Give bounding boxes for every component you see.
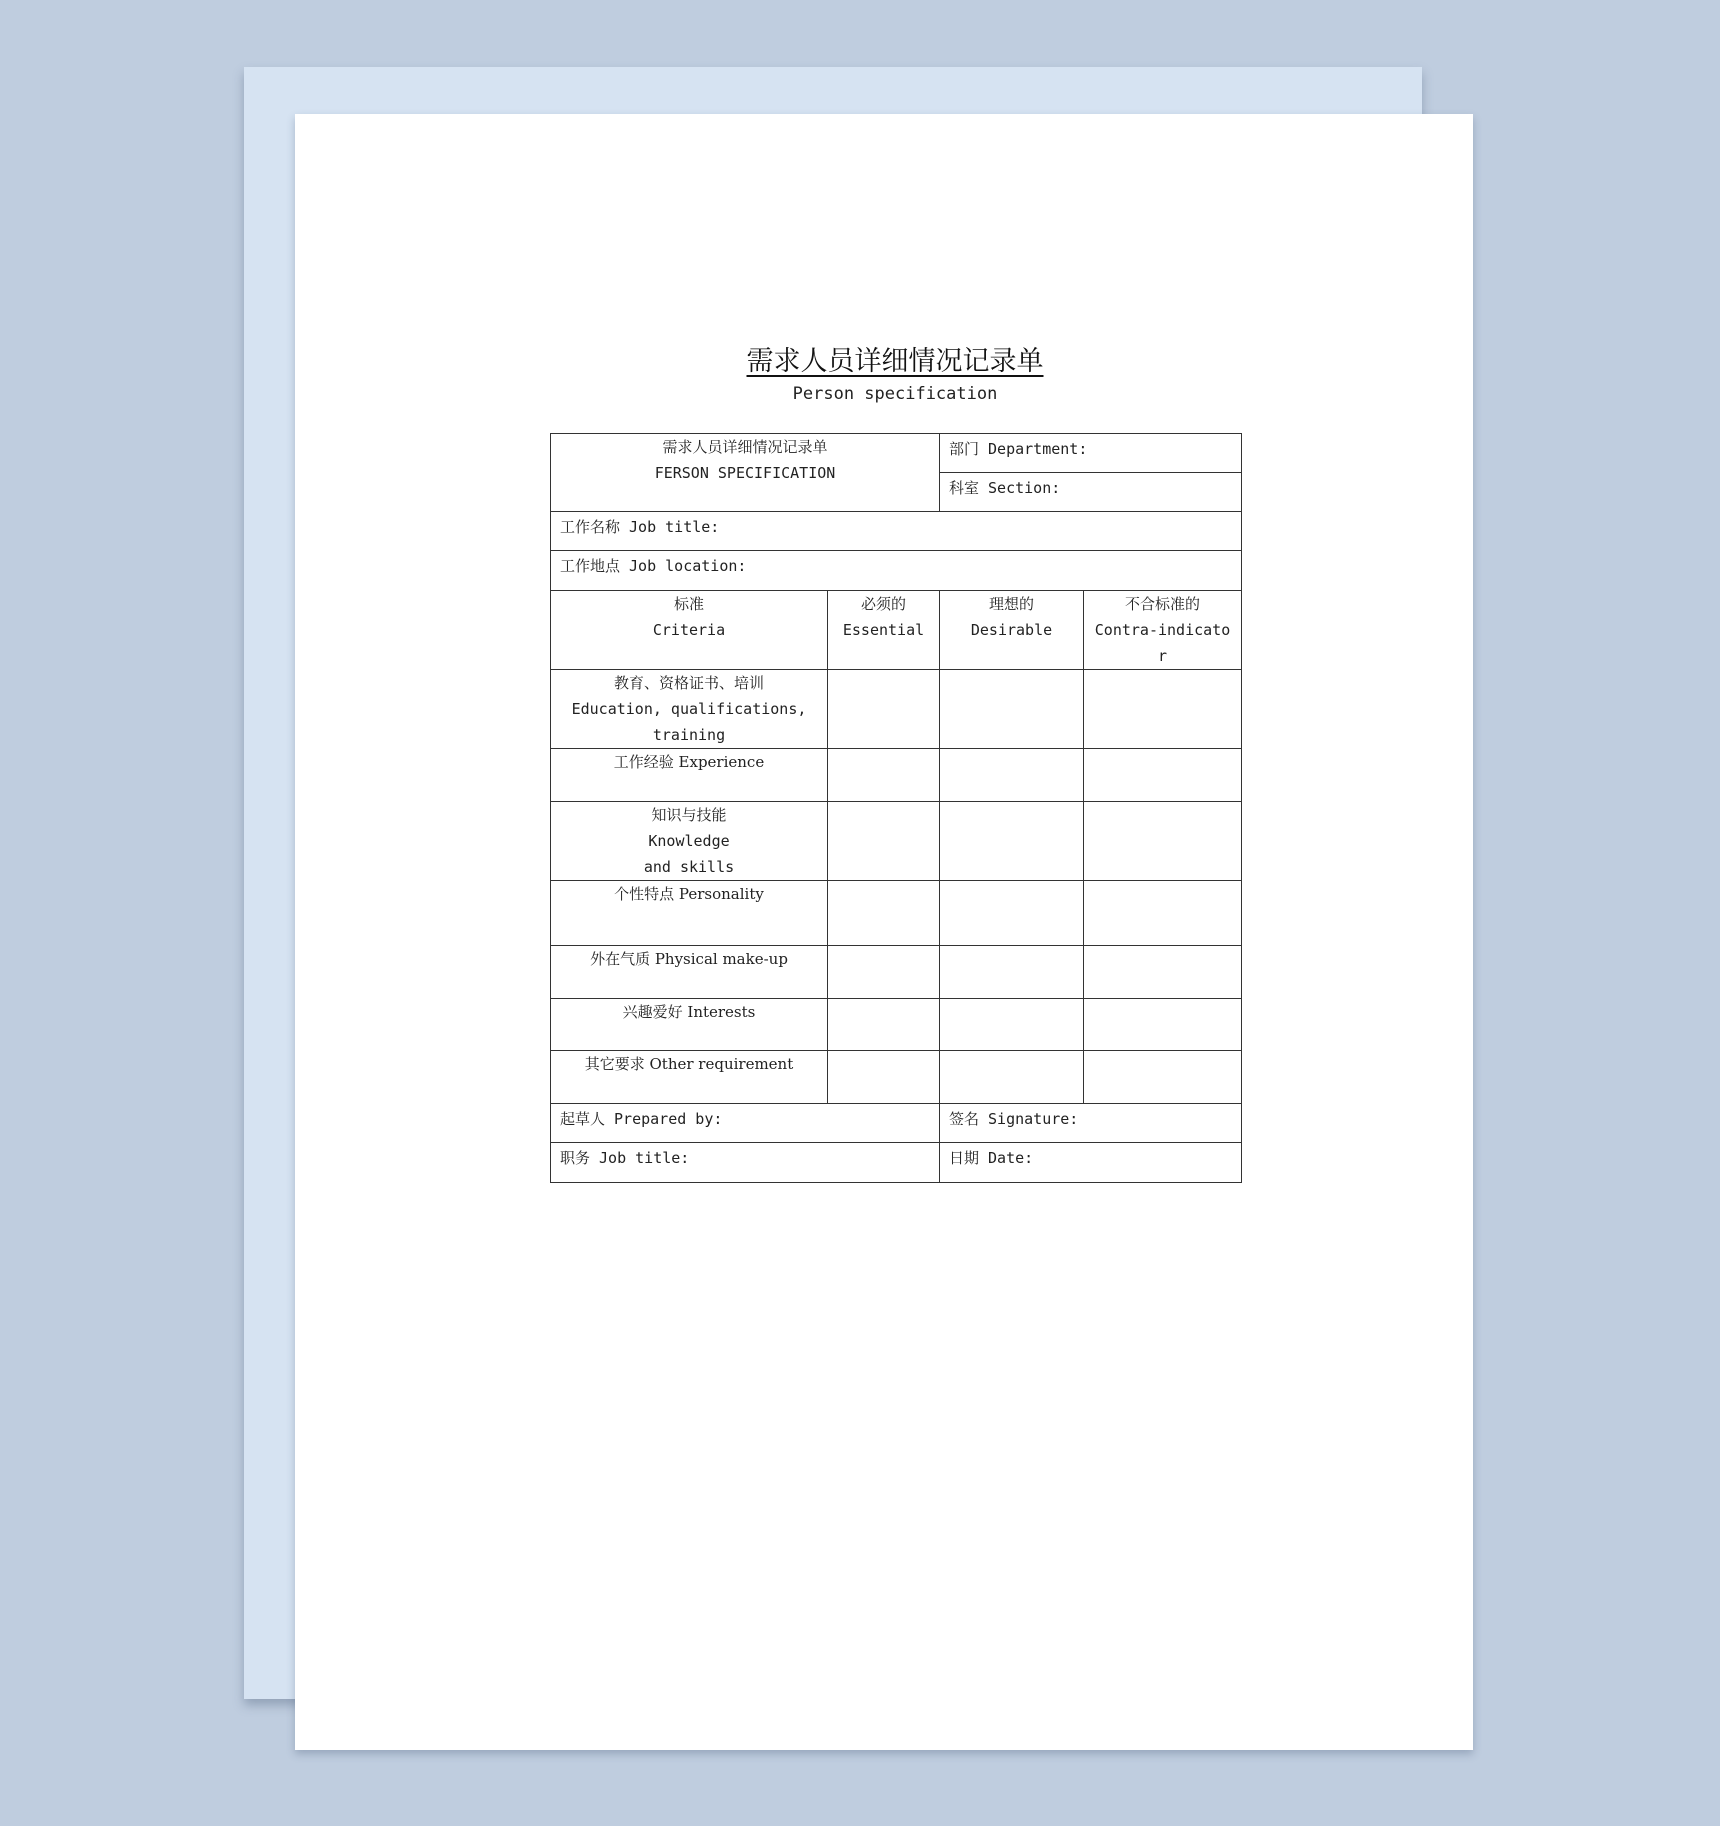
department-label: 部门 Department:	[949, 440, 1088, 458]
column-header-en-wrap: r	[1157, 647, 1168, 665]
criteria-row-personality	[551, 881, 1242, 946]
preparer-job-title-label: 职务 Job title:	[560, 1149, 690, 1167]
essential-cell[interactable]	[828, 802, 940, 881]
criteria-label-cn: 教育、资格证书、培训	[613, 674, 764, 692]
date-field[interactable]	[940, 1143, 1242, 1183]
column-header-en: Essential	[842, 621, 925, 639]
contra-indicator-cell[interactable]	[1084, 670, 1242, 749]
column-header-en: Desirable	[970, 621, 1053, 639]
column-header-desirable	[940, 591, 1084, 670]
column-header-cn: 不合标准的	[1124, 595, 1200, 613]
desirable-cell[interactable]	[940, 881, 1084, 946]
essential-cell[interactable]	[828, 999, 940, 1051]
column-header-cn: 必须的	[860, 595, 906, 613]
contra-indicator-cell[interactable]	[1084, 999, 1242, 1051]
preparer-job-title-field[interactable]	[551, 1143, 940, 1183]
essential-cell[interactable]	[828, 749, 940, 802]
criteria-label: 其它要求 Other requirement	[584, 1055, 794, 1073]
contra-indicator-cell[interactable]	[1084, 1051, 1242, 1104]
criteria-label: 个性特点 Personality	[614, 885, 764, 903]
column-header-en: Criteria	[652, 621, 726, 639]
column-header-cn: 理想的	[988, 595, 1034, 613]
criteria-label-en-wrap: and skills	[643, 858, 735, 876]
criteria-label-cell	[551, 946, 828, 999]
desirable-cell[interactable]	[940, 802, 1084, 881]
criteria-label-cell	[551, 1051, 828, 1104]
column-header-essential	[828, 591, 940, 670]
job-location-label: 工作地点 Job location:	[560, 557, 747, 575]
job-title-date-row	[551, 1143, 1242, 1183]
essential-cell[interactable]	[828, 881, 940, 946]
criteria-label: 兴趣爱好 Interests	[622, 1003, 756, 1021]
form-header-title-cn: 需求人员详细情况记录单	[662, 438, 828, 456]
job-location-row	[551, 551, 1242, 591]
criteria-label-en: Knowledge	[648, 832, 730, 850]
prepared-by-label: 起草人 Prepared by:	[560, 1110, 723, 1128]
signature-field[interactable]	[940, 1104, 1242, 1143]
column-header-en: Contra-indicato	[1094, 621, 1231, 639]
desirable-cell[interactable]	[940, 946, 1084, 999]
job-title-field[interactable]	[551, 512, 1242, 551]
criteria-row-experience	[551, 749, 1242, 802]
essential-cell[interactable]	[828, 946, 940, 999]
desirable-cell[interactable]	[940, 749, 1084, 802]
department-field[interactable]	[940, 434, 1242, 473]
prepared-by-field[interactable]	[551, 1104, 940, 1143]
document-subtitle: Person specification	[792, 384, 998, 404]
document-page	[295, 114, 1473, 1750]
criteria-label-cn: 知识与技能	[651, 806, 727, 824]
criteria-row-other	[551, 1051, 1242, 1104]
section-field[interactable]	[940, 473, 1242, 512]
criteria-label-cell	[551, 670, 828, 749]
desirable-cell[interactable]	[940, 999, 1084, 1051]
form-header-row	[551, 434, 1242, 473]
contra-indicator-cell[interactable]	[1084, 802, 1242, 881]
criteria-row-interests	[551, 999, 1242, 1051]
criteria-label-cell	[551, 999, 828, 1051]
contra-indicator-cell[interactable]	[1084, 881, 1242, 946]
criteria-label-cell	[551, 802, 828, 881]
essential-cell[interactable]	[828, 1051, 940, 1104]
job-location-field[interactable]	[551, 551, 1242, 591]
signature-label: 签名 Signature:	[949, 1110, 1079, 1128]
criteria-label-en: Education, qualifications,	[571, 700, 807, 718]
criteria-label-en-wrap: training	[652, 726, 726, 744]
form-header-title-en: FERSON SPECIFICATION	[654, 464, 836, 482]
job-title-row	[551, 512, 1242, 551]
criteria-row-knowledge	[551, 802, 1242, 881]
section-label: 科室 Section:	[949, 479, 1061, 497]
person-specification-form	[550, 433, 1242, 1183]
column-header-cn: 标准	[673, 595, 704, 613]
criteria-label: 外在气质 Physical make-up	[590, 950, 788, 968]
desirable-cell[interactable]	[940, 1051, 1084, 1104]
prepared-by-row	[551, 1104, 1242, 1143]
column-header-contra-indicator	[1084, 591, 1242, 670]
form-header-title-cell	[551, 434, 940, 512]
desirable-cell[interactable]	[940, 670, 1084, 749]
criteria-header-row	[551, 591, 1242, 670]
criteria-label: 工作经验 Experience	[613, 753, 765, 771]
contra-indicator-cell[interactable]	[1084, 946, 1242, 999]
criteria-row-physical	[551, 946, 1242, 999]
criteria-row-education	[551, 670, 1242, 749]
contra-indicator-cell[interactable]	[1084, 749, 1242, 802]
column-header-criteria	[551, 591, 828, 670]
criteria-label-cell	[551, 881, 828, 946]
date-label: 日期 Date:	[949, 1149, 1034, 1167]
document-title: 需求人员详细情况记录单	[746, 346, 1044, 377]
criteria-label-cell	[551, 749, 828, 802]
essential-cell[interactable]	[828, 670, 940, 749]
job-title-label: 工作名称 Job title:	[560, 518, 720, 536]
